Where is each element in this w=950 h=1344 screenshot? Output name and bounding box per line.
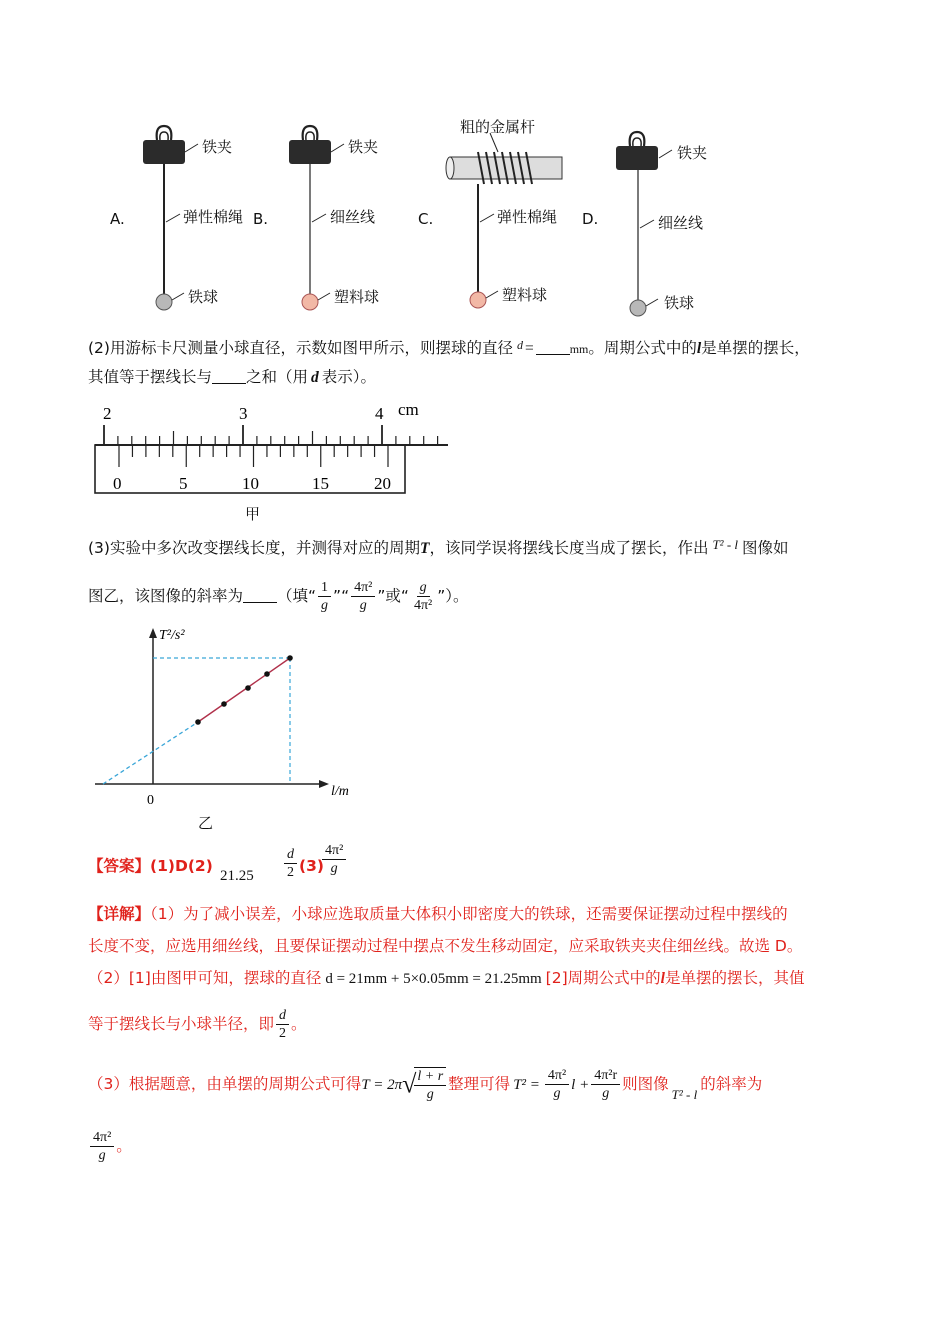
x-axis-arrow	[319, 780, 329, 788]
option-d-clip-label: 铁夹	[677, 144, 708, 162]
q2-l-symbol: l	[696, 340, 702, 357]
detail-p3-line-1: （3）根据题意，由单摆的周期公式可得T = 2π√ $\frac{l + r}{g}$ 整理可得 T² = $\frac{\text{4π²}}{g}$ l + $\frac{\text{4π²r}}{g}$ 则图像$_{T^2 - l}$的斜率为	[88, 1068, 763, 1102]
option-c-rod-label: 粗的金属杆	[460, 118, 536, 136]
option-b-letter[interactable]: B.	[253, 210, 269, 228]
y-axis-arrow	[149, 628, 157, 638]
detail-p3-text-c: 则图像	[622, 1075, 669, 1093]
q2-d-symbol-2: d	[311, 369, 319, 386]
answer-tag: 【答案】	[88, 857, 151, 875]
option-a-clip-label: 铁夹	[202, 138, 233, 156]
option-a-cord-label: 弹性棉绳	[183, 208, 244, 226]
detail-p2-line-2: 等于摆线长与小球半径，即 $\frac{d}{2}$ 。	[88, 1008, 307, 1041]
data-point	[221, 701, 227, 707]
q3-text-a: (3)实验中多次改变摆线长度，并测得对应的周期	[88, 539, 420, 557]
option-c-cord-label: 弹性棉绳	[497, 208, 558, 226]
vernier-label-15: 15	[312, 474, 329, 493]
q2-text-c: 是单摆的摆长，	[701, 339, 810, 357]
fit-line	[198, 658, 290, 722]
q3-sep-2: ”或“	[377, 587, 409, 605]
graph-caption: 乙	[198, 814, 214, 832]
data-point	[195, 719, 201, 725]
detail-p2-text-d: 等于摆线长与小球半径，即	[88, 1015, 275, 1033]
option-a-ball-label: 铁球	[188, 288, 219, 306]
caliper-unit-cm: cm	[398, 400, 419, 419]
q2-line-2	[88, 361, 376, 394]
q3-option-3[interactable]: $\frac{g}{\text{4π²}}$	[413, 580, 433, 613]
q2-equals: =	[524, 340, 534, 357]
vernier-label-0: 0	[113, 474, 122, 493]
detail-p2-text-b: [2]周期公式中的	[545, 969, 661, 987]
q3-line-2	[88, 578, 468, 614]
option-c-letter[interactable]: C.	[418, 210, 434, 228]
detail-p3-formula-1: T = 2π	[361, 1077, 403, 1093]
q2-line-1	[88, 329, 810, 365]
main-scale-ticks	[104, 425, 438, 445]
detail-p2-l-symbol: l	[660, 970, 665, 987]
q2-text-d: 其值等于摆线长与	[88, 368, 213, 386]
q2-text-b: 。周期公式中的	[588, 339, 697, 357]
q2-blank-diameter[interactable]	[536, 339, 570, 356]
option-d-letter[interactable]: D.	[582, 210, 599, 228]
option-c-ball-label: 塑料球	[502, 286, 548, 304]
clip-handle-a	[157, 126, 172, 140]
answer-part-1: (1)D(2)	[150, 857, 213, 875]
graph-y-label: T²/s²	[159, 628, 185, 643]
iron-clip-d	[616, 146, 658, 170]
q3-blank-slope[interactable]	[243, 587, 277, 604]
vernier-scale-ticks	[119, 445, 388, 467]
q3-text-c: 图像如	[742, 539, 789, 557]
q3-text-end: ”）。	[437, 587, 469, 605]
option-d-cord-label: 细丝线	[658, 214, 704, 232]
q3-sep-1: ”“	[333, 587, 350, 605]
q3-t-symbol: T	[419, 540, 430, 557]
detail-p1-line-1	[88, 898, 788, 930]
iron-clip-b	[289, 140, 331, 164]
plastic-ball-c	[470, 292, 486, 308]
plastic-ball-b	[302, 294, 318, 310]
option-d-ball-label: 铁球	[664, 294, 695, 312]
extrapolated-line	[103, 722, 198, 784]
iron-ball-a	[156, 294, 172, 310]
q3-text-d: 图乙，该图像的斜率为	[88, 587, 244, 605]
detail-p3-text-a: （3）根据题意，由单摆的周期公式可得	[88, 1075, 362, 1093]
detail-p3-sqrt-frac: $\frac{l + r}{g}$	[414, 1067, 446, 1103]
answer-line	[88, 846, 213, 886]
detail-tag: 【详解】	[88, 905, 151, 923]
iron-clip-a	[143, 140, 185, 164]
main-label-3: 3	[239, 404, 248, 423]
answer-fraction-slope: $\frac{\text{4π²}}{g}$	[322, 842, 346, 877]
caliper-drawing	[80, 395, 460, 525]
option-b-clip-label: 铁夹	[348, 138, 379, 156]
detail-p3-text-b: 整理可得	[448, 1075, 511, 1093]
q2-unit: mm	[569, 342, 589, 356]
q3-text-e: （填“	[277, 587, 317, 605]
detail-p1-text-1: （1）为了减小误差，小球应选取质量大体积小即密度大的铁球，还需要保证摆动过程中摆线的	[150, 905, 788, 923]
data-point	[245, 685, 251, 691]
detail-p3-answer-frac: $\frac{\text{4π²}}{g}$	[90, 1129, 114, 1164]
answer-fraction-d2: $\frac{d}{2}$	[284, 846, 297, 881]
caliper-caption: 甲	[245, 505, 261, 523]
detail-p3-formula-2: T² =	[513, 1077, 540, 1093]
detail-p3-text-d: 的斜率为	[700, 1075, 763, 1093]
detail-p3-line-2: $\frac{\text{4π²}}{g}$ 。	[88, 1126, 132, 1166]
iron-ball-d	[630, 300, 646, 316]
q3-option-2[interactable]: $\frac{\text{4π²}}{g}$	[351, 579, 375, 614]
graph-origin-label: 0	[147, 793, 154, 808]
answer-part-3: (3)	[299, 857, 324, 875]
main-label-4: 4	[375, 404, 384, 423]
q2-blank-radius[interactable]	[212, 368, 246, 385]
detail-p2-line-1	[88, 962, 804, 995]
answer-value: 21.25	[220, 868, 254, 884]
data-point	[287, 655, 293, 661]
q3-text-b: ，该同学误将摆线长度当成了摆长，作出	[429, 539, 709, 557]
detail-p2-fraction: $\frac{d}{2}$	[276, 1007, 289, 1042]
option-a-letter[interactable]: A.	[110, 210, 125, 228]
detail-p2-text-a: （2）[1]由图甲可知，摆球的直径	[88, 969, 322, 987]
detail-p3-axis: T² - l	[671, 1087, 698, 1102]
option-b-ball-label: 塑料球	[334, 288, 380, 306]
vernier-label-5: 5	[179, 474, 188, 493]
detail-p2-math: d = 21mm + 5×0.05mm = 21.25mm	[325, 971, 542, 987]
q2-text-e: 之和（用	[246, 368, 309, 386]
vernier-label-10: 10	[242, 474, 259, 493]
vernier-label-20: 20	[374, 474, 391, 493]
q2-text-f: 表示）。	[321, 368, 377, 386]
detail-p2-text-c: 是单摆的摆长，其值	[664, 969, 805, 987]
data-point	[264, 671, 270, 677]
q3-option-1[interactable]: $\frac{1}{g}$	[318, 579, 331, 614]
graph-drawing	[85, 622, 385, 812]
main-label-2: 2	[103, 404, 112, 423]
q3-axis-symbol: T² - l	[712, 537, 739, 552]
detail-p1-line-2: 长度不变，应选用细丝线，且要保证摆动过程中摆点不发生移动固定，应采取铁夹夹住细丝线。故选 D。	[88, 937, 803, 955]
q2-d-symbol: d	[516, 338, 523, 352]
q2-text-a: (2)用游标卡尺测量小球直径，示数如图甲所示，则摆球的直径	[88, 339, 513, 357]
q3-line-1	[88, 529, 789, 565]
option-b-cord-label: 细丝线	[330, 208, 376, 226]
graph-x-label: l/m	[331, 784, 349, 799]
